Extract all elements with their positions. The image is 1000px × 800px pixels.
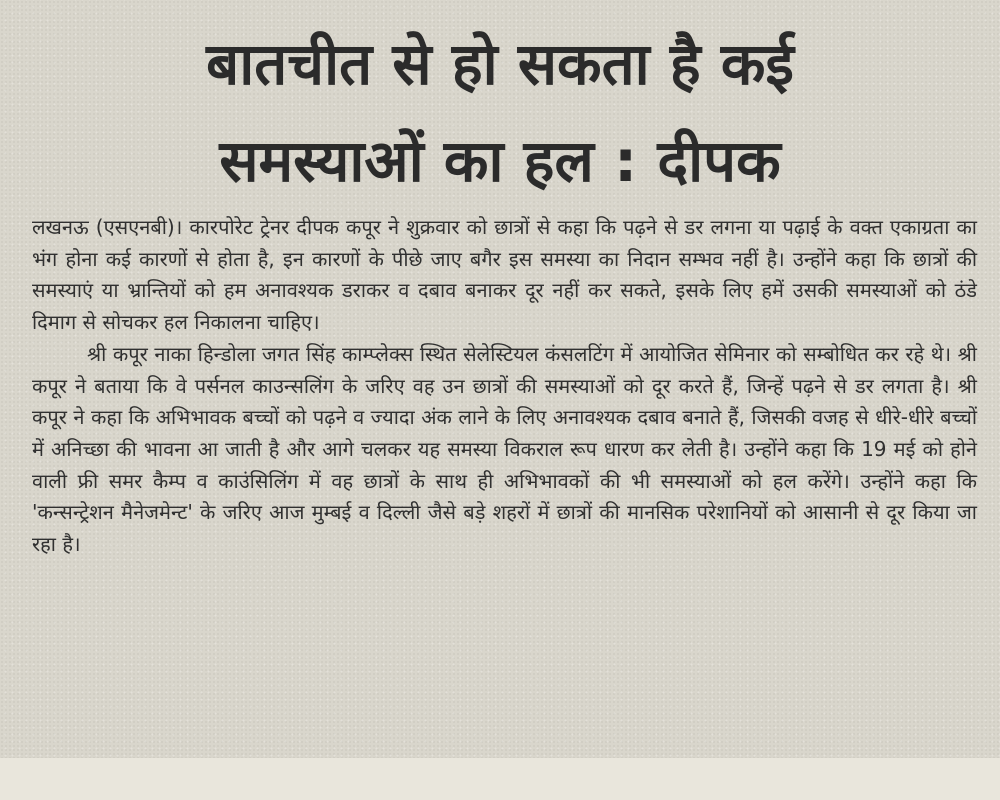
- headline-line-2: समस्याओं का हल : दीपक: [219, 127, 781, 195]
- article-paragraph-1: लखनऊ (एसएनबी)। कारपोरेट ट्रेनर दीपक कपूर ने शुक्रवार को छात्रों से कहा कि पढ़ने से डर लगना या पढ़ाई के वक्त एकाग्रता का भंग होना कई कारणों से होता है, इन कारणों के पीछे जाए बगैर इस समस्या का निदान सम्भव नहीं है। उन्होंने कहा कि छात्रों की समस्याएं या भ्रान्तियों को हम अनावश्यक डराकर व दबाव बनाकर दूर नहीं कर सकते, इसके लिए हमें उसकी समस्याओं को ठंडे दिमाग से सोचकर हल निकालना चाहिए।: [32, 215, 977, 335]
- headline-line-1: बातचीत से हो सकता है कई: [206, 30, 794, 98]
- article-body: [32, 212, 977, 561]
- page-margin: [0, 758, 1000, 800]
- article-paragraph-2: श्री कपूर नाका हिन्डोला जगत सिंह काम्प्लेक्स स्थित सेलेस्टियल कंसलटिंग में आयोजित सेमिनार को सम्बोधित कर रहे थे। श्री कपूर ने बताया कि वे पर्सनल काउन्सलिंग के जरिए वह उन छात्रों की समस्याओं को दूर करते हैं, जिन्हें पढ़ने से डर लगता है। श्री कपूर ने कहा कि अभिभावक बच्चों को पढ़ने व ज्यादा अंक लाने के लिए अनावश्यक दबाव बनाते हैं, जिसकी वजह से धीरे-धीरे बच्चों में अनिच्छा की भावना आ जाती है और आगे चलकर यह समस्या विकराल रूप धारण कर लेती है। उन्होंने कहा कि 19 मई को होने वाली फ्री समर कैम्प व काउंसिलिंग में वह छात्रों के साथ ही अभिभावकों की भी समस्याओं को हल करेंगे। उन्होंने कहा कि 'कन्सन्ट्रेशन मैनेजमेन्ट' के जरिए आज मुम्बई व दिल्ली जैसे बड़े शहरों में छात्रों की मानसिक परेशानियों को आसानी से दूर किया जा रहा है।: [32, 341, 977, 557]
